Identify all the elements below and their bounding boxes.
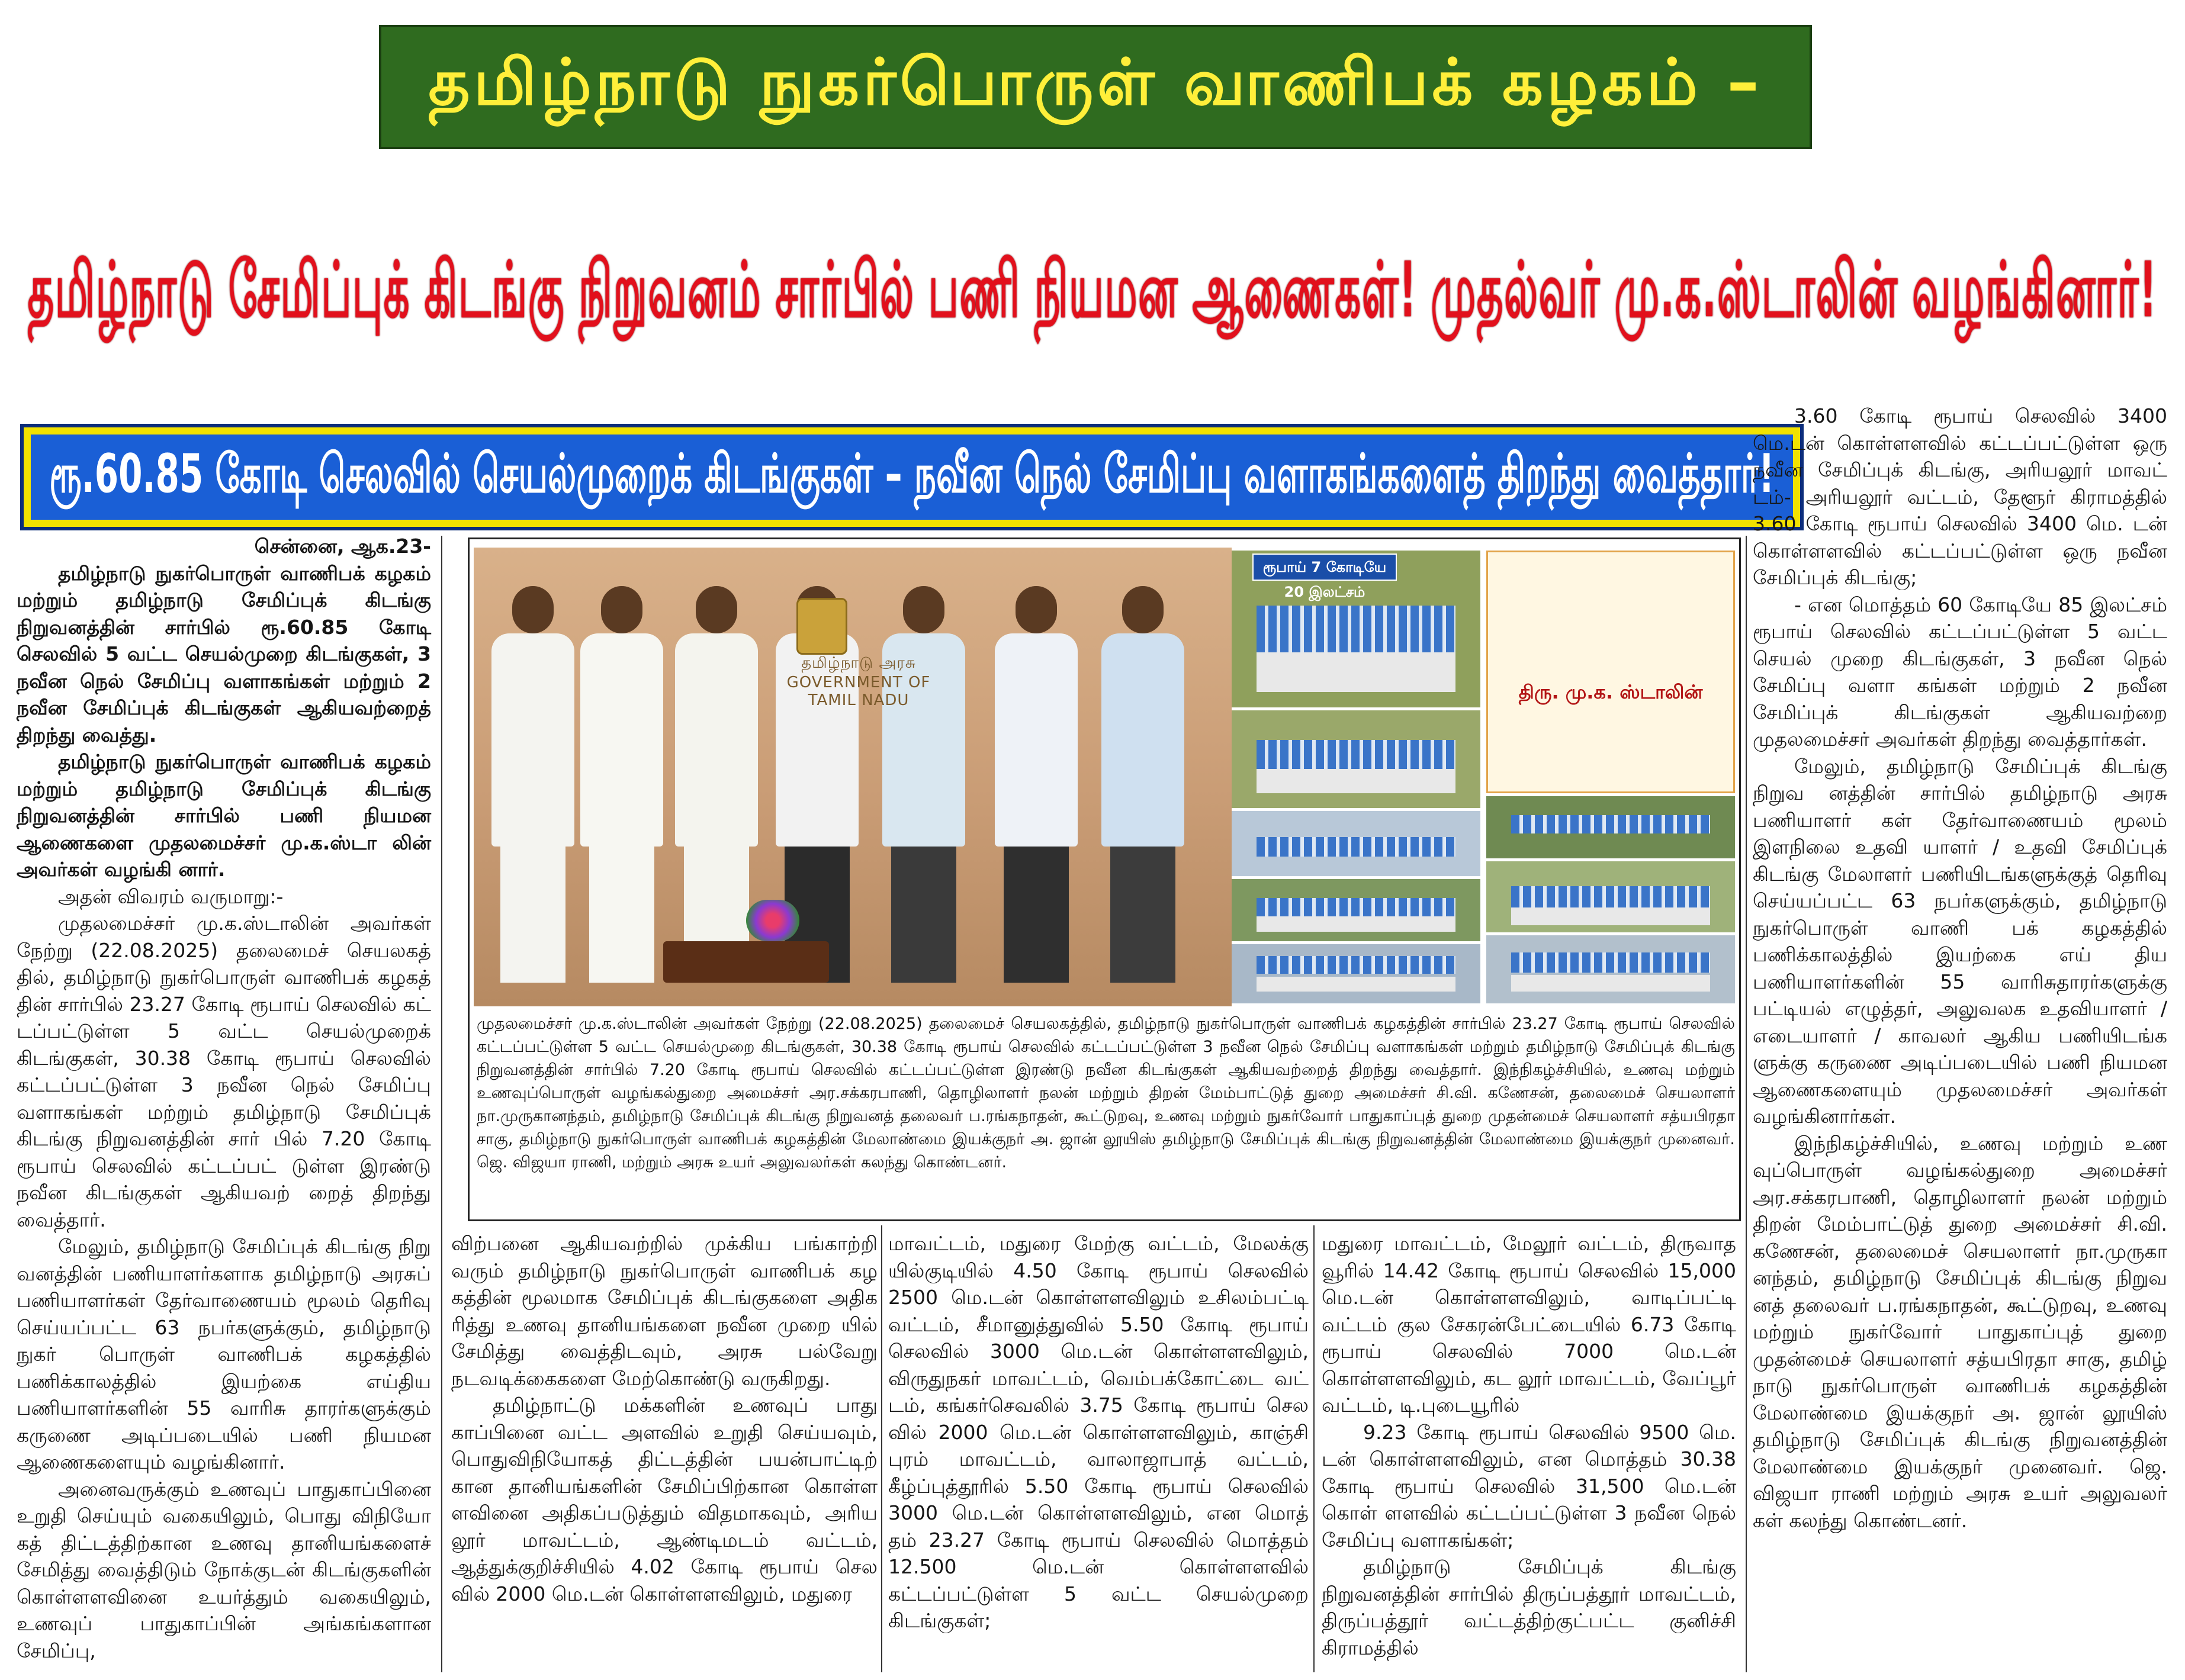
paragraph: - என மொத்தம் 60 கோடியே 85 இலட்சம் ரூபாய் செலவில் கட்டப்பட்டுள்ள 5 வட்ட செயல் முறை கிடங்குகள், 3 நவீன நெல் சேமிப்பு வளா கங்கள் மற்றும் 2 நவீன சேமிப்புக் கிடங்குகள் ஆகியவற்றை முதலமைச்சர் அவர்கள் திறந்து வைத்தார்கள். (1753, 593, 2167, 751)
paragraph: தமிழ்நாட்டு மக்களின் உணவுப் பாது காப்பினை வட்ட அளவில் உறுதி செய்யவும், பொதுவிநியோகத் திட்டத்தின் பயன்பாட்டிற் கான தானியங்களின் சேமிப்பிற்கான கொள்ள ளவினை அதிகப்படுத்தும் விதமாகவும், அரிய லூர் மாவட்டம், ஆண்டிமடம் வட்டம், ஆத்துக்குறிச்சியில் 4.02 கோடி ரூபாய் செல வில் 2000 மெ.டன் கொள்ளளவிலும், மதுரை (451, 1393, 878, 1605)
paragraph: அனைவருக்கும் உணவுப் பாதுகாப்பினை உறுதி செய்யும் வகையிலும், பொது விநியோ கத் திட்டத்திற்கான உணவு தானியங்களைச் சேமித்து வைத்திடும் நோக்குடன் கிடங்குகளின் கொள்ளளவினை உயர்த்தும் வகையிலும், உணவுப் பாதுகாப்பின் அங்கங்களான சேமிப்பு, (17, 1477, 431, 1662)
warehouse-photo (1486, 861, 1735, 932)
government-label (770, 654, 947, 709)
person-figure (995, 586, 1078, 983)
paragraph: மாவட்டம், மதுரை மேற்கு வட்டம், மேலக்கு யில்குடியில் 4.50 கோடி ரூபாய் செலவில் 2500 மெ.டன் கொள்ளளவிலும் உசிலம்பட்டி வட்டம், சீமானுத்துவில் 5.50 கோடி ரூபாய் செலவில் 3000 மெ.டன் கொள்ளளவிலும், விருதுநகர் மாவட்டம், வெம்பக்கோட்டை வட் டம், கங்கர்செவலில் 3.75 கோடி ரூபாய் செல வில் 2000 மெ.டன் கொள்ளளவிலும், காஞ்சி புரம் மாவட்டம், வாலாஜாபாத் வட்டம், கீழ்ப்புத்தூரில் 5.50 கோடி ரூபாய் செலவில் 3000 மெ.டன் கொள்ளளவிலும், என மொத் தம் 23.27 கோடி ரூபாய் செலவில் மொத்தம் 12.500 மெ.டன் கொள்ளளவில் கட்டப்பட்டுள்ள 5 வட்ட செயல்முறை கிடங்குகள்; (888, 1232, 1309, 1632)
column-divider (1313, 1225, 1315, 1672)
column-divider (881, 1225, 882, 1672)
masthead-banner (379, 25, 1812, 149)
photo-caption: முதலமைச்சர் மு.க.ஸ்டாலின் அவர்கள் நேற்று (22.08.2025) தலைமைச் செயலகத்தில், தமிழ்நாடு நுகர்பொருள் வாணிபக் கழகத்தின் சார்பில் 23.27 கோடி ரூபாய் செலவில் கட்டப்பட்டுள்ள 5 வட்ட செயல்முறை கிடங்குகள், 30.38 கோடி ரூபாய் செலவில் கட்டப்பட்டுள்ள 3 நவீன நெல் சேமிப்பு வளாகங்கள் மற்றும் தமிழ்நாடு சேமிப்புக் கிடங்கு நிறுவனத்தின் சார்பில் 7.20 கோடி ரூபாய் செலவில் கட்டப்பட்டுள்ள இரண்டு நவீன கிடங்குகள் ஆகியவற்றைத் திறந்து வைத்தார். இந்நிகழ்ச்சியில், உணவு மற்றும் உணவுப்பொருள் வழங்கல்துறை அமைச்சர் அர.சக்கரபாணி, தொழிலாளர் நலன் மற்றும் திறன் மேம்பாட்டுத் துறை அமைச்சர் சி.வி. கணேசன், தலைமைச் செயலாளர் நா.முருகானந்தம், தமிழ்நாடு சேமிப்புக் கிடங்கு நிறுவனத் தலைவர் ப.ரங்கநாதன், கூட்டுறவு, உணவு மற்றும் நுகர்வோர் பாதுகாப்புத் துறை முதன்மைச் செயலாளர் சத்யபிரதா சாகு, தமிழ்நாடு நுகர்பொருள் வாணிபக் கழகத்தின் மேலாண்மை இயக்குநர் அ. ஜான் லூயிஸ் தமிழ்நாடு சேமிப்புக் கிடங்கு நிறுவனத்தின் மேலாண்மை இயக்குநர் முனைவர். ஜெ. விஜயா ராணி, மற்றும் அரசு உயர் அலுவலர்கள் கலந்து கொண்டனர். (477, 1015, 1735, 1172)
paragraph: முதலமைச்சர் மு.க.ஸ்டாலின் அவர்கள் நேற்று (22.08.2025) தலைமைச் செயலகத் தில், தமிழ்நாடு நுகர்பொருள் வாணிபக் கழகத் தின் சார்பில் 23.27 கோடி ரூபாய் செலவில் கட் டப்பட்டுள்ள 5 வட்ட செயல்முறைக் கிடங்குகள், 30.38 கோடி ரூபாய் செலவில் கட்டப்பட்டுள்ள 3 நவீன நெல் சேமிப்பு வளாகங்கள் மற்றும் தமிழ்நாடு சேமிப்புக் கிடங்கு நிறுவனத்தின் சார் பில் 7.20 கோடி ரூபாய் செலவில் கட்டப்பட் டுள்ள இரண்டு நவீன கிடங்குகள் ஆகியவற் றைத் திறந்து வைத்தார். (17, 912, 431, 1231)
invitation-name: திரு. மு.க. ஸ்டாலின் (1518, 681, 1703, 703)
person-figure (882, 586, 965, 983)
headline-banner (12, 178, 2173, 414)
table (663, 941, 829, 983)
person-figure (580, 586, 663, 983)
emblem-text: தமிழ்நாடு அரசு (801, 654, 916, 672)
masthead-title: தமிழ்நாடு நுகர்பொருள் வாணிபக் கழகம் – (428, 46, 1763, 120)
paragraph: இந்நிகழ்ச்சியில், உணவு மற்றும் உண வுப்பொருள் வழங்கல்துறை அமைச்சர் அர.சக்கரபாணி, தொழிலாளர் நலன் மற்றும் திறன் மேம்பாட்டுத் துறை அமைச்சர் சி.வி. கணேசன், தலைமைச் செயலாளர் நா.முருகா னந்தம், தமிழ்நாடு சேமிப்புக் கிடங்கு நிறுவ னத் தலைவர் ப.ரங்கநாதன், கூட்டுறவு, உணவு மற்றும் நுகர்வோர் பாதுகாப்புத் துறை முதன்மைச் செயலாளர் சத்யபிரதா சாகு, தமிழ் நாடு நுகர்பொருள் வாணிபக் கழகத்தின் மேலாண்மை இயக்குநர் அ. ஜான் லூயிஸ் தமிழ்நாடு சேமிப்புக் கிடங்கு நிறுவனத்தின் மேலாண்மை இயக்குநர் முனைவர். ஜெ. விஜயா ராணி மற்றும் அரசு உயர் அலுவலர் கள் கலந்து கொண்டனர். (1753, 1131, 2167, 1532)
paragraph: மேலும், தமிழ்நாடு சேமிப்புக் கிடங்கு நிறு வனத்தின் பணியாளர்களாக தமிழ்நாடு அரசுப் பணியாளர்கள் தேர்வாணையம் மூலம் தெரிவு செய்யப்பட்ட 63 நபர்களுக்கும், தமிழ்நாடு நுகர் பொருள் வாணிபக் கழகத்தில் பணிக்காலத்தில் இயற்கை எய்திய பணியாளர்களின் 55 வாரிசு தாரர்களுக்கும் கருணை அடிப்படையில் பணி நியமன ஆணைகளையும் வழங்கினார். (17, 1235, 431, 1473)
warehouse-photo (1232, 710, 1480, 808)
warehouse-photo (1486, 796, 1735, 858)
article-column-6 (1753, 403, 2167, 1534)
warehouse-photo (1232, 879, 1480, 941)
headline-title: தமிழ்நாடு சேமிப்புக் கிடங்கு நிறுவனம் சார்பில் பணி நியமன ஆணைகள்! முதல்வர் மு.க.ஸ்டாலின் வழங்கினார்! (27, 246, 2158, 336)
flower-vase (746, 900, 799, 941)
paragraph: விற்பனை ஆகியவற்றில் முக்கிய பங்காற்றி வரும் தமிழ்நாடு நுகர்பொருள் வாணிபக் கழ கத்தின் மூலமாக சேமிப்புக் கிடங்குகளை அதிக ரித்து உணவு தானியங்களை நவீன முறை யில் சேமித்து வைத்திடவும், அரசு பல்வேறு நடவடிக்கைகளை மேற்கொண்டு வருகிறது. (451, 1232, 878, 1390)
person-figure (675, 586, 758, 983)
column-divider (1746, 536, 1747, 1672)
dateline: சென்னை, ஆக.23- (254, 535, 431, 558)
subheadline-text: ரூ.60.85 கோடி செலவில் செயல்முறைக் கிடங்குகள் – நவீன நெல் சேமிப்பு வளாகங்களைத் திறந்து வைத்தார்! (49, 442, 1775, 505)
event-photo (474, 548, 1232, 1006)
paragraph: 3.60 கோடி ரூபாய் செலவில் 3400 மெ.டன் கொள்ளளவில் கட்டப்பட்டுள்ள ஒரு நவீன சேமிப்புக் கிடங்கு, அரியலூர் மாவட் டம்- அரியலூர் வட்டம், தேளூர் கிராமத்தில் 3.60 கோடி ரூபாய் செலவில் 3400 மெ. டன் கொள்ளளவில் கட்டப்பட்டுள்ள ஒரு நவீன சேமிப்புக் கிடங்கு; (1753, 404, 2167, 589)
paragraph: 9.23 கோடி ரூபாய் செலவில் 9500 மெ. டன் கொள்ளளவிலும், என மொத்தம் 30.38 கோடி ரூபாய் செலவில் 31,500 மெ.டன் கொள் ளளவில் கட்டப்பட்டுள்ள 3 நவீன நெல் சேமிப்பு வளாகங்கள்; (1322, 1420, 1736, 1552)
invitation-card (1486, 551, 1735, 793)
lead-paragraph-2: தமிழ்நாடு நுகர்பொருள் வாணிபக் கழகம் மற்றும் தமிழ்நாடு சேமிப்புக் கிடங்கு நிறுவனத்தின் சார்பில் பணி நியமன ஆணைகளை முதலமைச்சர் மு.க.ஸ்டா லின் அவர்கள் வழங்கி னார். (17, 750, 431, 881)
cost-badge: ரூபாய் 7 கோடியே 20 இலட்சம் (1252, 553, 1397, 581)
article-column-4 (888, 1230, 1309, 1634)
warehouse-photo (1232, 811, 1480, 876)
column-divider (441, 536, 442, 1672)
paragraph: மேலும், தமிழ்நாடு சேமிப்புக் கிடங்கு நிறுவ னத்தின் சார்பில் தமிழ்நாடு அரசு பணியாளர் கள் தேர்வாணையம் மூலம் இளநிலை உதவி யாளர் / உதவி சேமிப்புக் கிடங்கு மேலாளர் பணியிடங்களுக்குத் தெரிவு செய்யப்பட்ட 63 நபர்களுக்கும், தமிழ்நாடு நுகர்பொருள் வாணி பக் கழகத்தில் பணிக்காலத்தில் இயற்கை எய் திய பணியாளர்களின் 55 வாரிசுதாரர்களுக்கு பட்டியல் எழுத்தர், அலுவலக உதவியாளர் / எடையாளர் / காவலர் ஆகிய பணியிடங்க ளுக்கு கருணை அடிப்படையில் பணி நியமன ஆணைகளையும் முதலமைச்சர் அவர்கள் வழங்கினார்கள். (1753, 754, 2167, 1128)
subheadline-box (24, 427, 1800, 527)
gov-text: GOVERNMENT OF TAMIL NADU (786, 674, 931, 709)
paragraph: தமிழ்நாடு சேமிப்புக் கிடங்கு நிறுவனத்தின் சார்பில் திருப்பத்தூர் மாவட்டம், திருப்பத்தூர் வட்டத்திற்குட்பட்ட குனிச்சி கிராமத்தில் (1322, 1555, 1736, 1659)
paragraph: அதன் விவரம் வருமாறு:- (58, 884, 284, 908)
warehouse-photo (1232, 944, 1480, 1003)
warehouse-photo (1486, 935, 1735, 1003)
article-column-3 (451, 1230, 878, 1607)
article-column-5 (1322, 1230, 1736, 1661)
article-column-1 (17, 533, 431, 1664)
emblem-icon (796, 598, 847, 655)
person-figure (491, 586, 574, 983)
paragraph: மதுரை மாவட்டம், மேலூர் வட்டம், திருவாத வூரில் 14.42 கோடி ரூபாய் செலவில் 15,000 மெ.டன் கொள்ளளவிலும், வாடிப்பட்டி வட்டம் குல சேகரன்பேட்டையில் 6.73 கோடி ரூபாய் செலவில் 7000 மெ.டன் கொள்ளளவிலும், கட லூர் மாவட்டம், வேப்பூர் வட்டம், டி.புடையூரில் (1322, 1232, 1736, 1417)
lead-paragraph-1: தமிழ்நாடு நுகர்பொருள் வாணிபக் கழகம் மற்றும் தமிழ்நாடு சேமிப்புக் கிடங்கு நிறுவனத்தின் சார்பில் ரூ.60.85 கோடி செலவில் 5 வட்ட செயல்முறை கிடங்குகள், 3 நவீன நெல் சேமிப்பு வளாகங்கள் மற்றும் 2 நவீன சேமிப்புக் கிடங்குகள் ஆகியவற்றைத் திறந்து வைத்து. (17, 561, 431, 746)
person-figure (1101, 586, 1184, 983)
